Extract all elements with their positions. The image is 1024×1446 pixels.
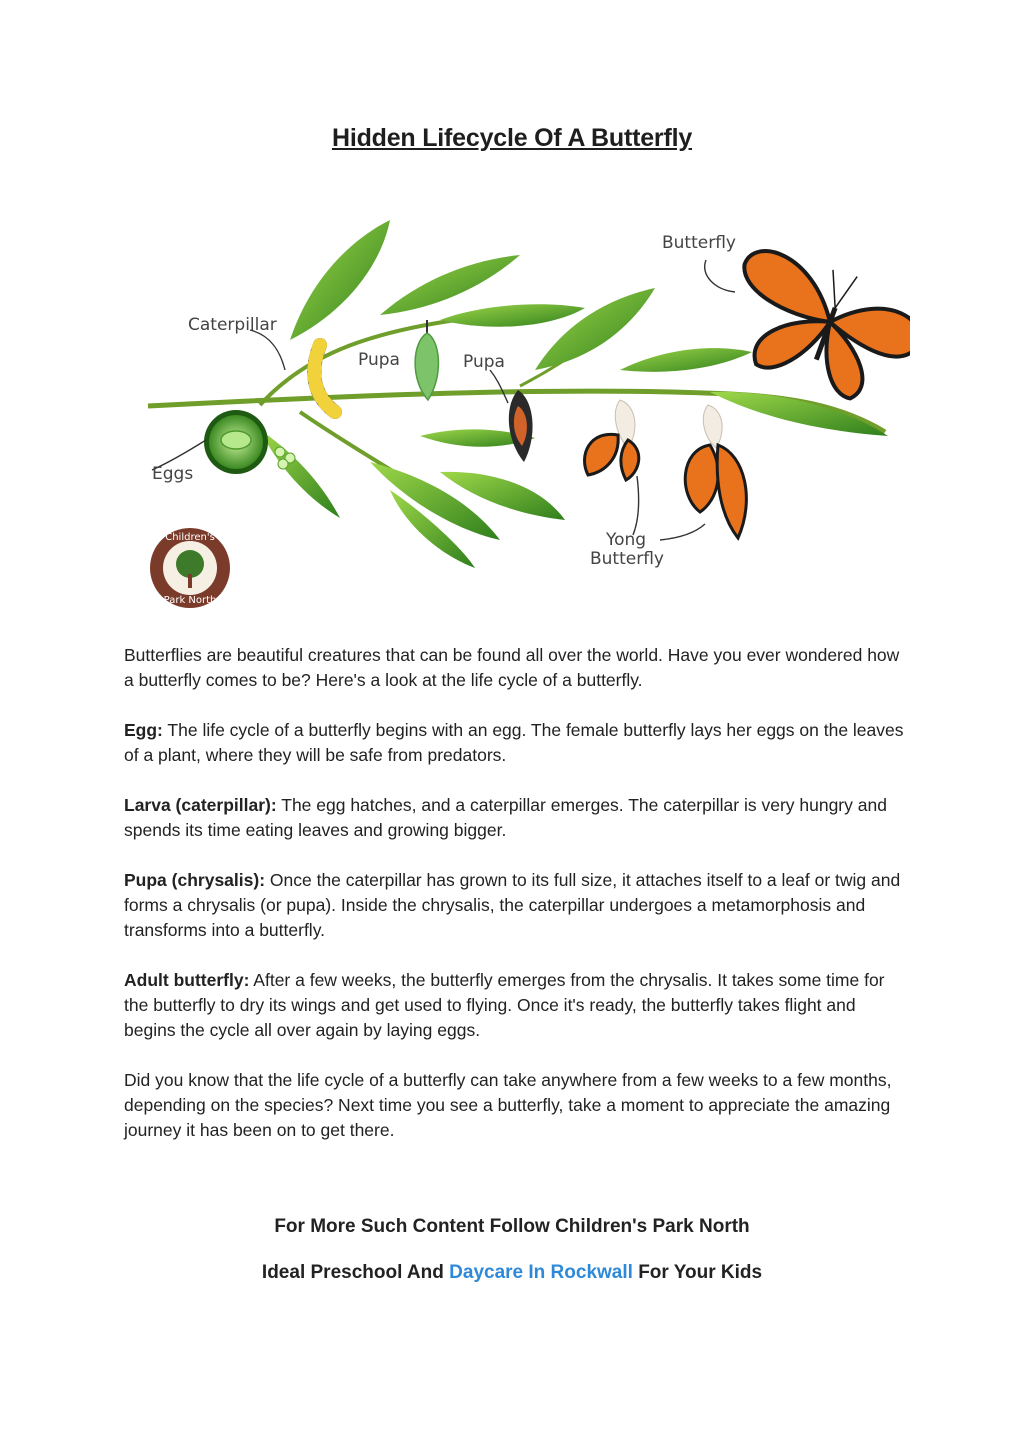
- logo-text-bottom: Park North: [163, 595, 217, 606]
- green-chrysalis: [415, 320, 438, 400]
- label-butterfly: Butterfly: [662, 233, 736, 253]
- page-title: Hidden Lifecycle Of A Butterfly: [331, 124, 693, 152]
- footer-preschool-line: Ideal Preschool And Daycare In Rockwall For Your Kids: [261, 1262, 763, 1283]
- adult-paragraph: Adult butterfly: After a few weeks, the butterfly emerges from the chrysalis. It takes some time for the butterfly to dry its wings and get used to flying. Once it's ready, the butterfly takes flight and begins the cycle all over again by laying eggs.: [124, 970, 885, 1040]
- young-butterfly: [685, 405, 746, 538]
- label-young-1: Yong: [606, 530, 647, 550]
- adult-heading: Adult butterfly:: [124, 970, 250, 990]
- outro-paragraph: Did you know that the life cycle of a butterfly can take anywhere from a few weeks to a few months, depending on the species? Next time you see a butterfly, take a moment to appreciate the amazing journey it has been on to get there.: [124, 1070, 892, 1140]
- label-eggs: Eggs: [152, 464, 194, 484]
- childrens-park-north-logo: [150, 528, 230, 608]
- label-pupa-green: Pupa: [358, 350, 400, 370]
- footer-follow-line: For More Such Content Follow Children's Park North: [274, 1216, 750, 1237]
- label-young-2: Butterfly: [590, 549, 664, 569]
- egg-heading: Egg:: [124, 720, 163, 740]
- label-pupa-dark: Pupa: [463, 352, 505, 372]
- pupa-paragraph: Pupa (chrysalis): Once the caterpillar has grown to its full size, it attaches itself to a leaf or twig and forms a chrysalis (or pupa). Inside the chrysalis, the caterpillar undergoes a metamorphosis and transforms into a butterfly.: [124, 870, 901, 940]
- logo-text-top: Children's: [165, 532, 215, 543]
- dark-chrysalis: [509, 390, 533, 462]
- article-body: [124, 643, 904, 1168]
- intro-paragraph: Butterflies are beautiful creatures that can be found all over the world. Have you ever wondered how a butterfly comes to be? Here's a look at the life cycle of a butterfly.: [124, 645, 900, 690]
- label-caterpillar: Caterpillar: [188, 315, 277, 335]
- egg-paragraph: Egg: The life cycle of a butterfly begins with an egg. The female butterfly lays her eggs on the leaves of a plant, where they will be safe from predators.: [124, 720, 904, 765]
- adult-butterfly: [714, 239, 910, 415]
- larva-heading: Larva (caterpillar):: [124, 795, 277, 815]
- emerging-butterfly: [585, 400, 639, 480]
- pupa-heading: Pupa (chrysalis):: [124, 870, 266, 890]
- lifecycle-illustration: [140, 200, 910, 620]
- larva-paragraph: Larva (caterpillar): The egg hatches, and a caterpillar emerges. The caterpillar is very hungry and spends its time eating leaves and growing bigger.: [124, 795, 887, 840]
- daycare-rockwall-link[interactable]: Daycare In Rockwall: [449, 1262, 633, 1283]
- eggs-group: [204, 410, 295, 474]
